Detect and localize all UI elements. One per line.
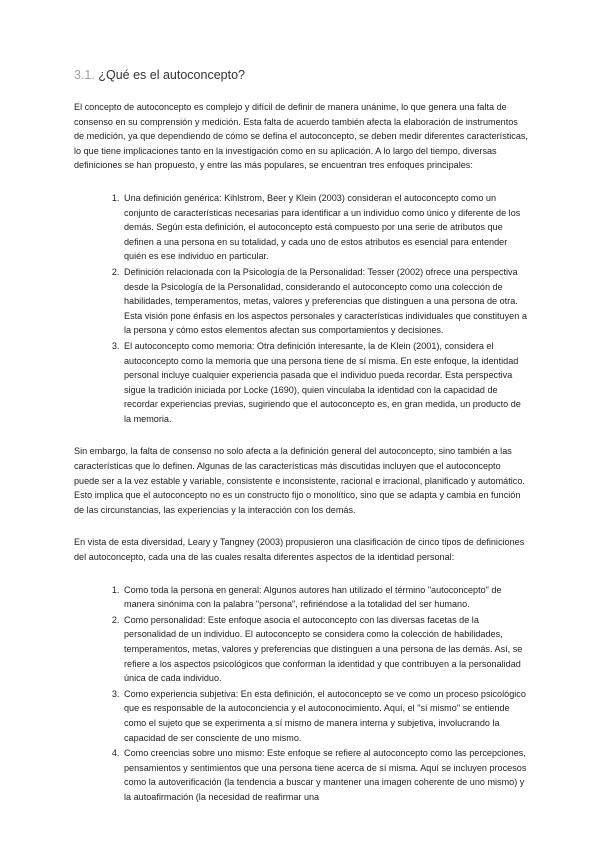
list-item: 2. Definición relacionada con la Psicología de la Personalidad: Tesser (2002) ofrece una perspectiva desde la Psicología de la Personalidad, considerando el autoconcepto como una colección de habilidades, temperamentos, metas, valores y preferencias que distinguen a una persona de otra. Esta visión pone énfasis en los aspectos personales y características individuales que constituyen a la persona y cómo estos elementos afectan sus comportamientos y decisiones. [122, 265, 528, 338]
list-item: 3. El autoconcepto como memoria: Otra definición interesante, la de Klein (2001), considera el autoconcepto como la memoria que una persona tiene de sí misma. En este enfoque, la identidad personal incluye cualquier experiencia pasada que el individuo pueda recordar. Esta perspectiva sigue la tradición iniciada por Locke (1690), quien vinculaba la identidad con la capacidad de recordar experiencias previas, sugiriendo que el autoconcepto es, en gran medida, un producto de la memoria. [122, 339, 528, 427]
types-list [74, 583, 528, 805]
section-title: ¿Qué es el autoconcepto? [98, 68, 245, 82]
section-number: 3.1. [74, 68, 95, 82]
list-item: 3. Como experiencia subjetiva: En esta definición, el autoconcepto se ve como un proceso psicológico que es responsable de la autoconciencia y el autoconocimiento. Aquí, el "sí mismo" se entiende como el sujeto que se experimenta a sí mismo de manera interna y subjetiva, involucrando la capacidad de ser consciente de uno mismo. [122, 687, 528, 745]
list-item: 4. Como creencias sobre uno mismo: Este enfoque se refiere al autoconcepto como las percepciones, pensamientos y sentimientos que una persona tiene acerca de sí misma. Aquí se incluyen procesos como la autoverificación (la tendencia a buscar y mantener una imagen coherente de uno mismo) y la autoafirmación (la necesidad de reafirmar una [122, 746, 528, 804]
intro-paragraph: El concepto de autoconcepto es complejo y difícil de definir de manera unánime, lo que genera una falta de consenso en su comprensión y medición. Esta falta de acuerdo también afecta la elaboración de instrumentos de medición, ya que dependiendo de cómo se defina el autoconcepto, se deben medir diferentes características, lo que tiene implicaciones tanto en la investigación como en su aplicación. A lo largo del tiempo, diversas definiciones se han propuesto, y entre las más populares, se encuentran tres enfoques principales: [74, 102, 528, 171]
list-item: 1. Una definición genérica: Kihlstrom, Beer y Klein (2003) consideran el autoconcepto como un conjunto de características necesarias para identificar a un individuo como único y diferente de los demás. Según esta definición, el autoconcepto está compuesto por una serie de atributos que definen a una persona en su totalidad, y cada uno de estos atributos es esencial para entender quién es ese individuo en particular. [122, 191, 528, 264]
approaches-list [74, 191, 528, 427]
consensus-paragraph: Sin embargo, la falta de consenso no solo afecta a la definición general del autoconcepto, sino también a las características que lo definen. Algunas de las características más discutidas incluyen que el autoconcepto puede ser a la vez estable y variable, consistente e inconsistente, racional e irracional, planificado y automático. Esto implica que el autoconcepto no es un constructo fijo o monolítico, sino que se adapta y cambia en función de las circunstancias, las experiencias y la interacción con los demás. [74, 446, 525, 515]
classification-paragraph: En vista de esta diversidad, Leary y Tangney (2003) propusieron una clasificación de cinco tipos de definiciones del autoconcepto, cada una de las cuales resalta diferentes aspectos de la identidad personal: [74, 537, 525, 563]
list-item: 1. Como toda la persona en general: Algunos autores han utilizado el término "autoconcepto" de manera sinónima con la palabra "persona", refiriéndose a la totalidad del ser humano. [122, 583, 528, 612]
list-item: 2. Como personalidad: Este enfoque asocia el autoconcepto con las diversas facetas de la personalidad de un individuo. El autoconcepto se considera como la colección de habilidades, temperamentos, metas, valores y preferencias que distinguen a una persona de las demás. Así, se refiere a los aspectos psicológicos que conforman la identidad y que contribuyen a la personalidad única de cada individuo. [122, 613, 528, 686]
section-heading [74, 68, 528, 82]
